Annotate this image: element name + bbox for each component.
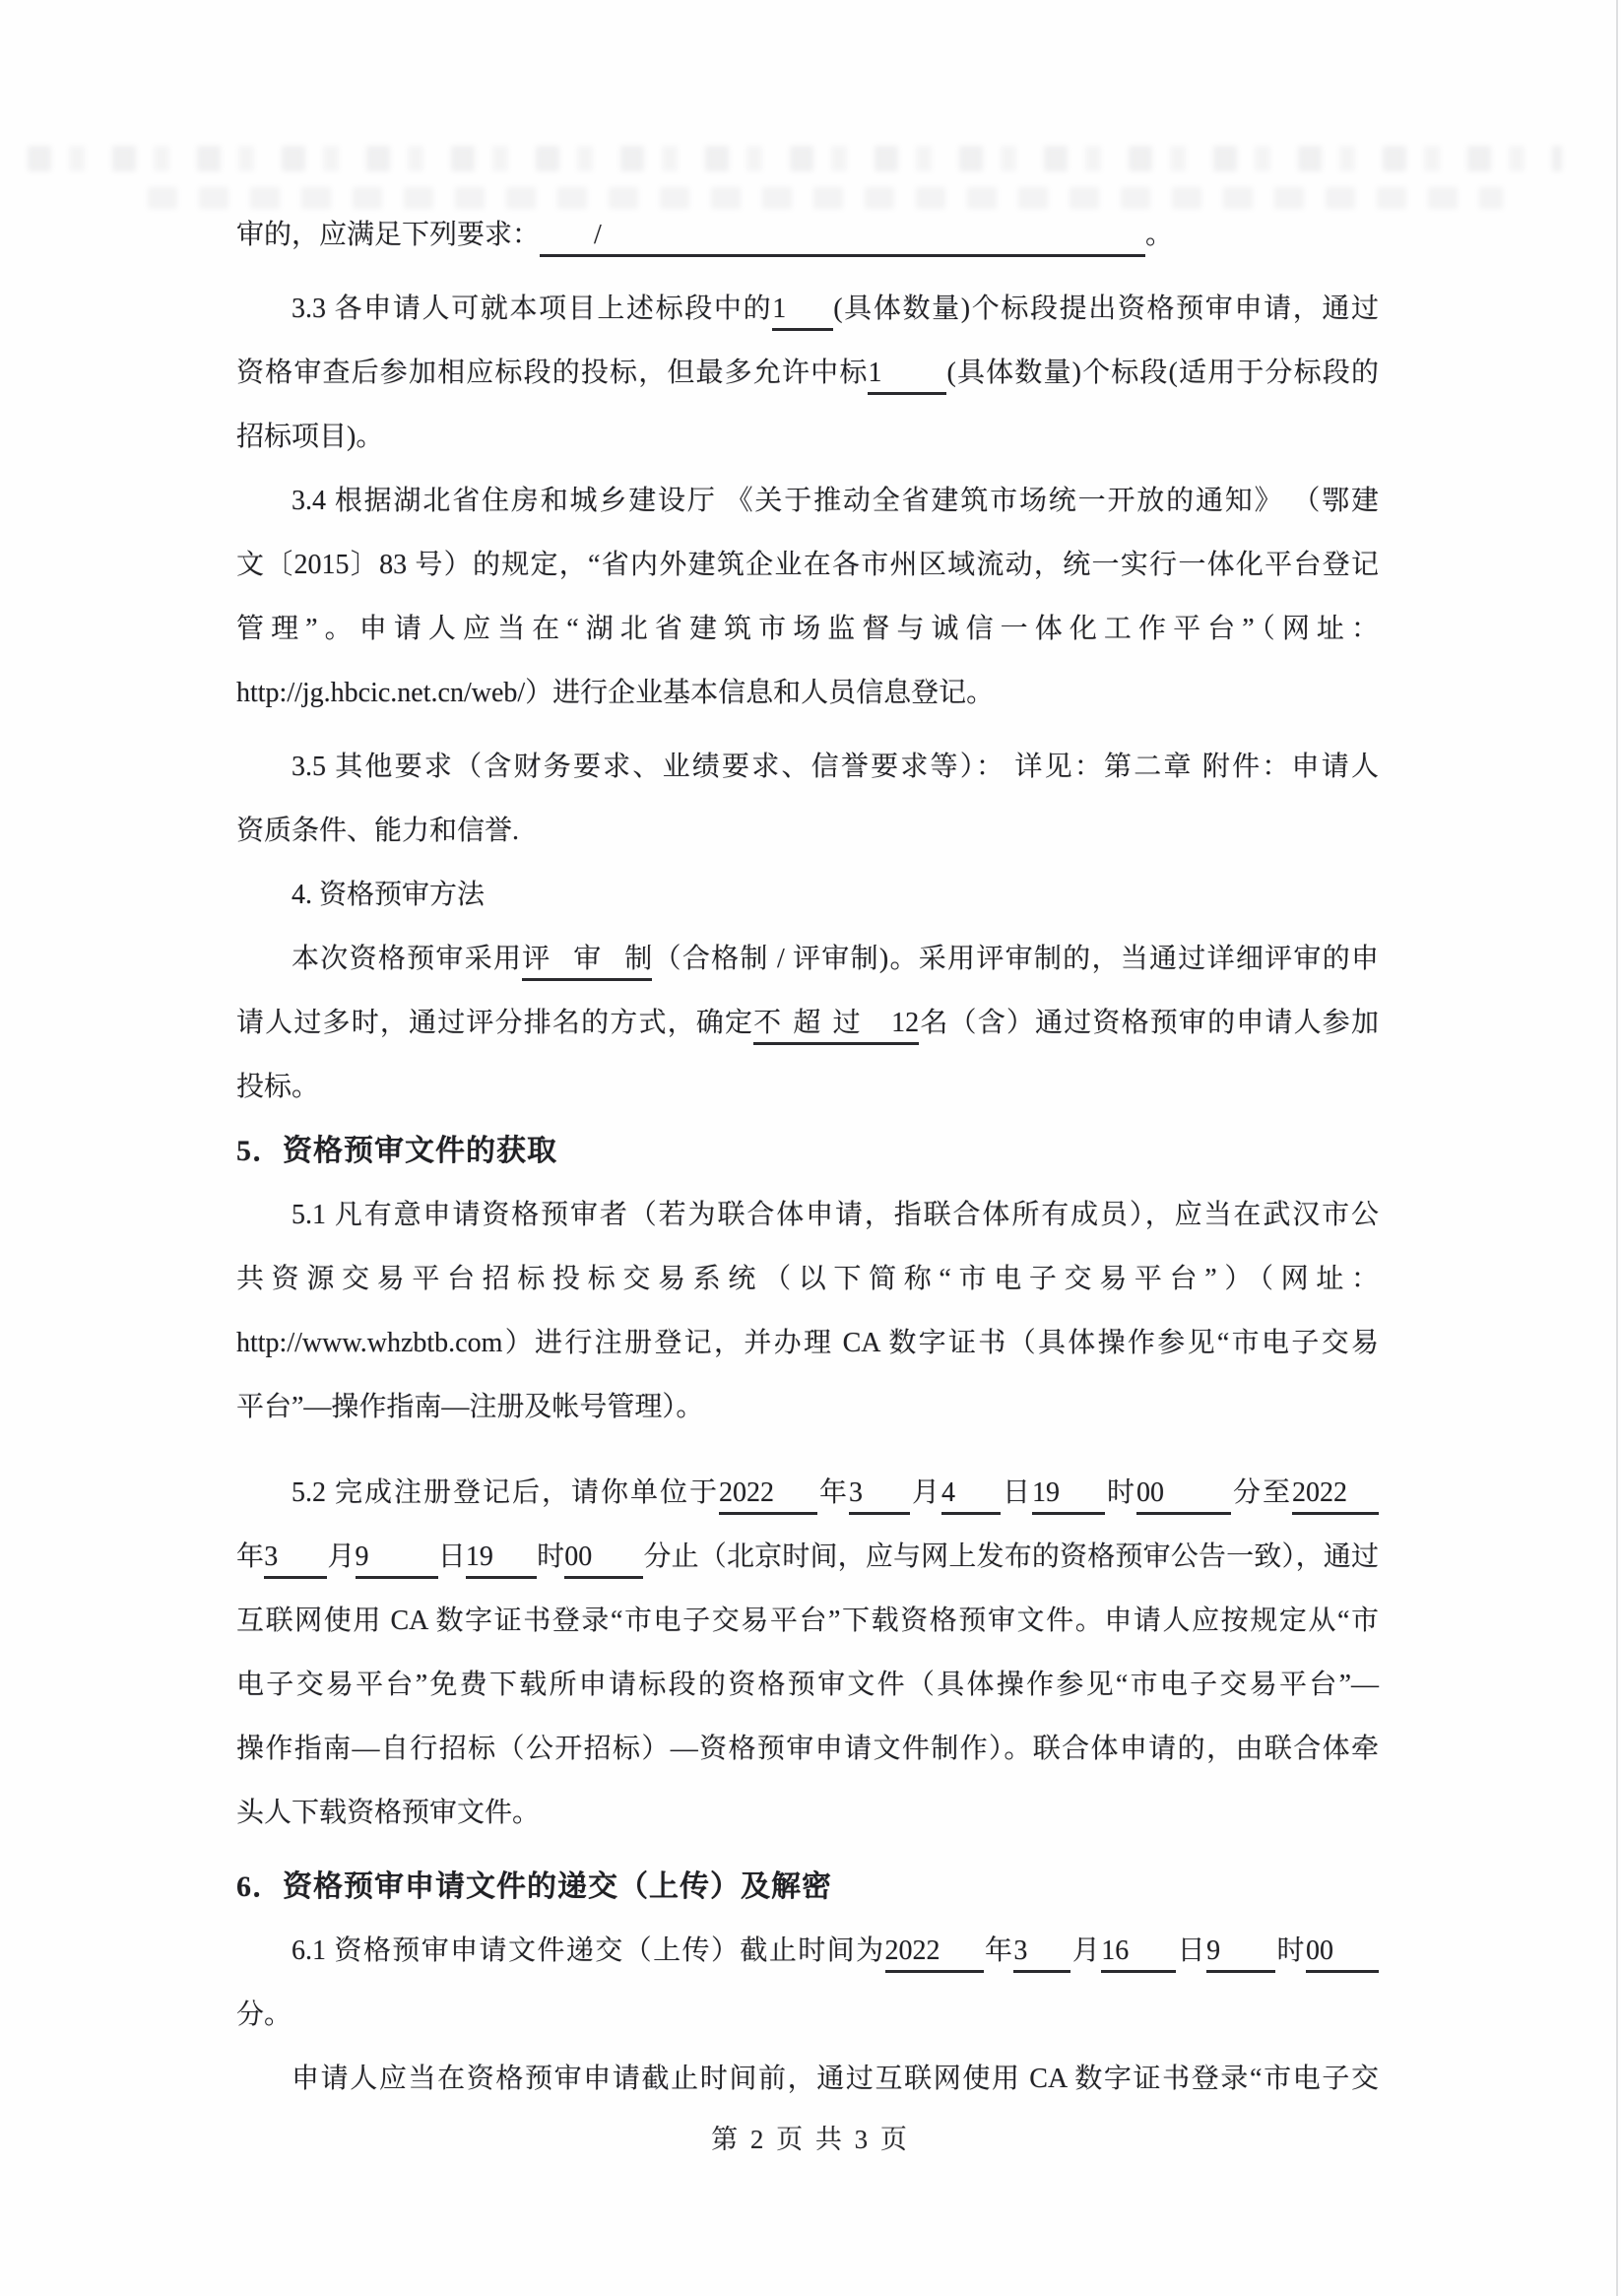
document-line [236, 405, 1379, 469]
form-blank: 00 [564, 1539, 643, 1579]
document-line [236, 1653, 1379, 1717]
text-run: 管理”。申请人应当在“湖北省建筑市场监督与诚信一体化工作平台”（网址： [236, 614, 1379, 644]
form-blank: 00 [1136, 1475, 1231, 1515]
text-run: 时 [536, 1542, 565, 1572]
form-blank: 2022 [885, 1933, 984, 1973]
text-run: 资质条件、能力和信誉. [236, 816, 520, 846]
text-run: 年 [236, 1542, 265, 1572]
form-blank: / [540, 217, 1145, 257]
text-run: 日 [1000, 1477, 1032, 1508]
form-blank: 3 [1013, 1933, 1070, 1973]
document-line [236, 1717, 1379, 1781]
document-line [236, 341, 1379, 405]
text-run: http://www.whzbtb.com）进行注册登记，并办理 CA 数字证书（具体操作参见“市电子交易 [236, 1328, 1379, 1358]
text-run: 3.5 其他要求（含财务要求、业绩要求、信誉要求等）： 详见：第二章 附件：申请人 [292, 752, 1379, 782]
text-run: 操作指南—自行招标（公开招标）—资格预审申请文件制作）。联合体申请的，由联合体牵 [236, 1734, 1379, 1764]
document-line [236, 1919, 1379, 1983]
page-number: 第 2 页 共 3 页 [711, 2125, 910, 2154]
form-blank: 9 [1206, 1933, 1275, 1973]
document-line [236, 1375, 1379, 1439]
text-run: 日 [437, 1542, 466, 1572]
document-line [236, 661, 1379, 725]
text-run: 投标。 [236, 1072, 320, 1102]
document-line [236, 597, 1379, 661]
text-run: http://jg.hbcic.net.cn/web/）进行企业基本信息和人员信息登记。 [236, 678, 995, 708]
text-run: 平台”—操作指南—注册及帐号管理）。 [236, 1392, 704, 1422]
document-line [236, 1247, 1379, 1311]
text-run: 4. 资格预审方法 [292, 880, 486, 910]
form-blank: 19 [466, 1539, 537, 1579]
section-heading [236, 1855, 1379, 1919]
document-line [236, 799, 1379, 863]
text-run: 请人过多时，通过评分排名的方式，确定 [236, 1008, 754, 1038]
form-blank: 4 [941, 1475, 1001, 1515]
form-blank: 2022 [1292, 1475, 1379, 1515]
form-blank: 不超过 12 [753, 1005, 919, 1045]
text-run: 申请人应当在资格预审申请截止时间前，通过互联网使用 CA 数字证书登录“市电子交 [292, 2064, 1379, 2094]
text-run: 招标项目)。 [236, 422, 384, 452]
form-blank: 19 [1032, 1475, 1105, 1515]
document-line [236, 533, 1379, 597]
form-blank: 00 [1306, 1933, 1379, 1973]
text-run: 共资源交易平台招标投标交易系统（以下简称“市电子交易平台”）（网址： [236, 1264, 1379, 1294]
text-run: （合格制 / 评审制)。采用评审制的，当通过详细评审的申 [652, 944, 1379, 974]
form-blank: 评审制 [522, 941, 652, 981]
form-blank: 2022 [719, 1475, 817, 1515]
document-line [236, 735, 1379, 799]
text-run: 6.1 资格预审申请文件递交（上传）截止时间为 [292, 1935, 885, 1966]
text-run: 年 [983, 1935, 1014, 1966]
document-line [236, 203, 1379, 267]
document-line [236, 277, 1379, 341]
text-run: (具体数量)个标段(适用于分标段的 [946, 358, 1379, 388]
form-blank: 3 [849, 1475, 910, 1515]
document-line [236, 1589, 1379, 1653]
document-line [236, 1983, 1379, 2047]
text-run: 本次资格预审采用 [292, 944, 523, 974]
form-blank: 16 [1101, 1933, 1176, 1973]
document-line [236, 1781, 1379, 1845]
page-footer [0, 2118, 1621, 2156]
text-run: 名（含）通过资格预审的申请人参加 [919, 1008, 1379, 1038]
text-run: 头人下载资格预审文件。 [236, 1798, 541, 1828]
text-run: 6．资格预审申请文件的递交（上传）及解密 [236, 1870, 832, 1903]
text-run: 审的，应满足下列要求： [236, 220, 541, 250]
text-run: 。 [1145, 220, 1174, 250]
text-run: 月 [1070, 1935, 1102, 1966]
text-run: 3.3 各申请人可就本项目上述标段中的 [292, 294, 773, 324]
document-line [236, 1525, 1379, 1589]
text-run: 资格审查后参加相应标段的投标，但最多允许中标 [236, 358, 869, 388]
text-run: 分止（北京时间，应与网上发布的资格预审公告一致），通过 [643, 1542, 1379, 1572]
document-line [236, 1311, 1379, 1375]
text-run: 3.4 根据湖北省住房和城乡建设厅 《关于推动全省建筑市场统一开放的通知》 （鄂建 [292, 486, 1379, 516]
text-run: (具体数量)个标段提出资格预审申请，通过 [833, 294, 1379, 324]
form-blank: 3 [264, 1539, 327, 1579]
form-blank: 9 [356, 1539, 438, 1579]
text-run: 分。 [236, 2000, 292, 2030]
document-body [236, 203, 1379, 2111]
form-blank: 1 [772, 291, 833, 331]
document-line [236, 469, 1379, 533]
text-run: 5.1 凡有意申请资格预审者（若为联合体申请，指联合体所有成员），应当在武汉市公 [292, 1200, 1379, 1230]
scan-edge-line [1616, 0, 1618, 2296]
form-blank: 1 [868, 355, 946, 395]
document-line [236, 927, 1379, 991]
scan-bleedthrough-artifact [28, 146, 1562, 171]
text-run: 电子交易平台”免费下载所申请标段的资格预审文件（具体操作参见“市电子交易平台”— [236, 1670, 1379, 1700]
text-run: 时 [1104, 1477, 1136, 1508]
text-run: 互联网使用 CA 数字证书登录“市电子交易平台”下载资格预审文件。申请人应按规定从“市 [236, 1606, 1379, 1636]
document-line [236, 1055, 1379, 1119]
document-line [236, 991, 1379, 1055]
document-line [236, 2047, 1379, 2111]
document-line [236, 1461, 1379, 1525]
section-heading [236, 1119, 1379, 1183]
text-run: 年 [816, 1477, 849, 1508]
text-run: 5．资格预审文件的获取 [236, 1135, 557, 1167]
document-line [236, 1183, 1379, 1247]
text-run: 分至 [1230, 1477, 1292, 1508]
document-line [236, 863, 1379, 927]
text-run: 日 [1176, 1935, 1207, 1966]
text-run: 月 [327, 1542, 356, 1572]
text-run: 文〔2015〕83 号）的规定，“省内外建筑企业在各市州区域流动，统一实行一体化平台登记 [236, 550, 1379, 580]
text-run: 5.2 完成注册登记后，请你单位于 [292, 1477, 719, 1508]
text-run: 月 [909, 1477, 941, 1508]
text-run: 时 [1275, 1935, 1306, 1966]
